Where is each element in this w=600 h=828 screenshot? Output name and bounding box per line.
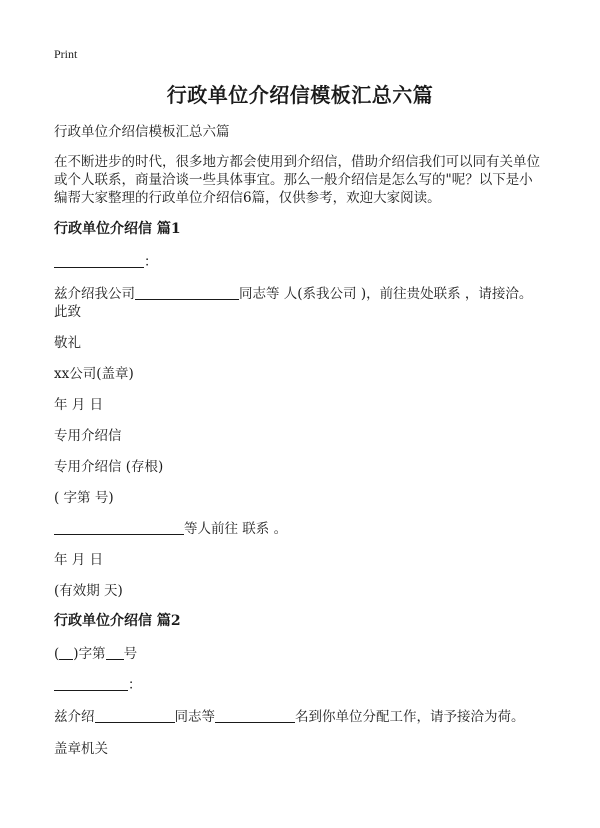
intro-paragraph-line-3: 编帮大家整理的行政单位介绍信6篇，仅供参考，欢迎大家阅读。	[54, 190, 441, 206]
letter1-date-1: 年 月 日	[54, 397, 104, 413]
body-suffix: 同志等 人(系我公司 )，前往贵处联系 ，请接洽。	[239, 286, 533, 302]
letter1-stub: 专用介绍信 (存根)	[54, 459, 164, 475]
intro-paragraph-line-1: 在不断进步的时代，很多地方都会使用到介绍信，借助介绍信我们可以同有关单位	[54, 154, 540, 170]
letter1-salutation	[54, 250, 158, 270]
name-blank-2	[95, 708, 175, 723]
letter1-special-title: 专用介绍信	[54, 428, 122, 444]
intro-paragraph-line-2: 或个人联系，商量洽谈一些具体事宜。那么一般介绍信是怎么写的"呢？以下是小	[54, 172, 533, 188]
document-subtitle: 行政单位介绍信模板汇总六篇	[54, 124, 230, 140]
body-mid-2: 同志等	[174, 709, 215, 725]
letter1-number: ( 字第 号)	[54, 490, 114, 506]
letter2-body	[54, 705, 525, 725]
letter1-body-line-2: 此致	[54, 304, 81, 320]
name-blank	[135, 285, 239, 300]
letter1-company: xx公司(盖章)	[54, 366, 134, 382]
salutation-colon-2: ：	[128, 677, 142, 693]
body-prefix: 兹介绍我公司	[54, 286, 135, 302]
number-blank	[106, 645, 124, 660]
letter2-heading: 行政单位介绍信 篇2	[54, 613, 181, 629]
letter1-body-line-1	[54, 282, 532, 302]
year-blank	[59, 645, 73, 660]
letter1-go-line	[54, 517, 287, 537]
letter1-validity: (有效期 天)	[54, 583, 123, 599]
recipient-blank-2	[54, 676, 128, 691]
letter2-salutation	[54, 673, 142, 693]
print-label[interactable]: Print	[54, 47, 78, 61]
number-mid: 字第	[78, 646, 106, 662]
body-prefix-2: 兹介绍	[54, 709, 95, 725]
recipient-blank	[54, 253, 144, 268]
count-blank-2	[215, 708, 295, 723]
number-end: 号	[123, 646, 138, 662]
go-suffix: 等人前往 联系 。	[184, 521, 288, 537]
people-blank	[54, 520, 184, 535]
letter1-date-2: 年 月 日	[54, 552, 104, 568]
letter1-heading: 行政单位介绍信 篇1	[54, 221, 181, 237]
salutation-colon: ：	[144, 254, 158, 270]
letter1-closing: 敬礼	[54, 335, 81, 351]
letter2-number-line: ( )字第 号	[54, 646, 138, 662]
document-title: 行政单位介绍信模板汇总六篇	[166, 83, 434, 107]
body-suffix-2: 名到你单位分配工作，请予接洽为荷。	[295, 709, 525, 725]
letter2-seal: 盖章机关	[54, 741, 108, 757]
